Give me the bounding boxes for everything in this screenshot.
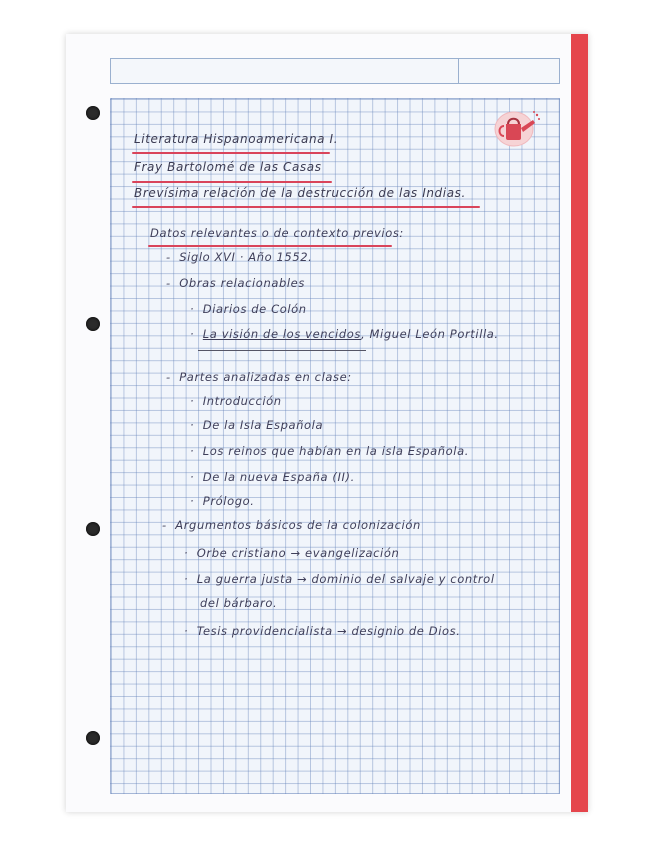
title-underline (132, 152, 330, 154)
sub-bullet-item: · De la Isla Española (190, 418, 324, 432)
sub-bullet-item: · De la nueva España (II). (190, 470, 355, 484)
bullet-item: - Siglo XVI · Año 1552. (166, 250, 313, 264)
header-divider (458, 59, 459, 83)
section-underline (148, 245, 392, 247)
sub-bullet-item: · Tesis providencialista → designio de Dios. (184, 624, 461, 638)
item-text: Diarios de Colón (202, 302, 307, 316)
sub-bullet-item: · Los reinos que habían en la isla Española. (190, 444, 470, 458)
title-work: Brevísima relación de la destrucción de las Indias. (134, 186, 466, 200)
bullet-item: - Obras relacionables (166, 276, 305, 290)
item-text: Argumentos básicos de la colonización (175, 518, 421, 532)
item-text: Partes analizadas en clase: (179, 370, 352, 384)
item-text: Siglo XVI · Año 1552. (179, 250, 313, 264)
sub-bullet-item: · La guerra justa → dominio del salvaje y control (184, 572, 495, 586)
punch-hole (86, 522, 100, 536)
item-text: La guerra justa → dominio del salvaje y control (196, 572, 495, 586)
item-text: De la nueva España (II). (202, 470, 355, 484)
title-course: Literatura Hispanoamericana I. (134, 132, 339, 146)
sub-bullet-item: · Introducción (190, 394, 282, 408)
item-text: De la Isla Española (202, 418, 324, 432)
item-text: Los reinos que habían en la isla Española. (202, 444, 470, 458)
work-underline (132, 206, 480, 208)
watering-can-icon (492, 106, 542, 148)
item-text: Obras relacionables (179, 276, 305, 290)
punch-hole (86, 106, 100, 120)
sub-bullet-item: · Diarios de Colón (190, 302, 307, 316)
bullet-item: - Argumentos básicos de la colonización (162, 518, 421, 532)
item-text: Prólogo. (202, 494, 255, 508)
item-text: , Miguel León Portilla. (360, 327, 499, 341)
title-author: Fray Bartolomé de las Casas (134, 160, 322, 174)
item-text: Introducción (202, 394, 282, 408)
bullet-item: - Partes analizadas en clase: (166, 370, 352, 384)
sub-bullet-item: · La visión de los vencidos, Miguel León Portilla. (190, 327, 499, 341)
notebook-page (66, 34, 588, 812)
author-underline (132, 181, 332, 183)
item-text: Orbe cristiano → evangelización (196, 546, 400, 560)
punch-hole (86, 317, 100, 331)
punch-hole (86, 731, 100, 745)
continuation-text: del bárbaro. (200, 596, 278, 610)
margin-strip (571, 34, 588, 812)
work-underline (198, 350, 366, 351)
header-box (110, 58, 560, 84)
section-heading: Datos relevantes o de contexto previos: (150, 226, 404, 240)
sub-bullet-item: · Prólogo. (190, 494, 255, 508)
item-text: Tesis providencialista → designio de Dios. (196, 624, 461, 638)
item-text: La visión de los vencidos (202, 327, 361, 341)
sub-bullet-item: · Orbe cristiano → evangelización (184, 546, 400, 560)
